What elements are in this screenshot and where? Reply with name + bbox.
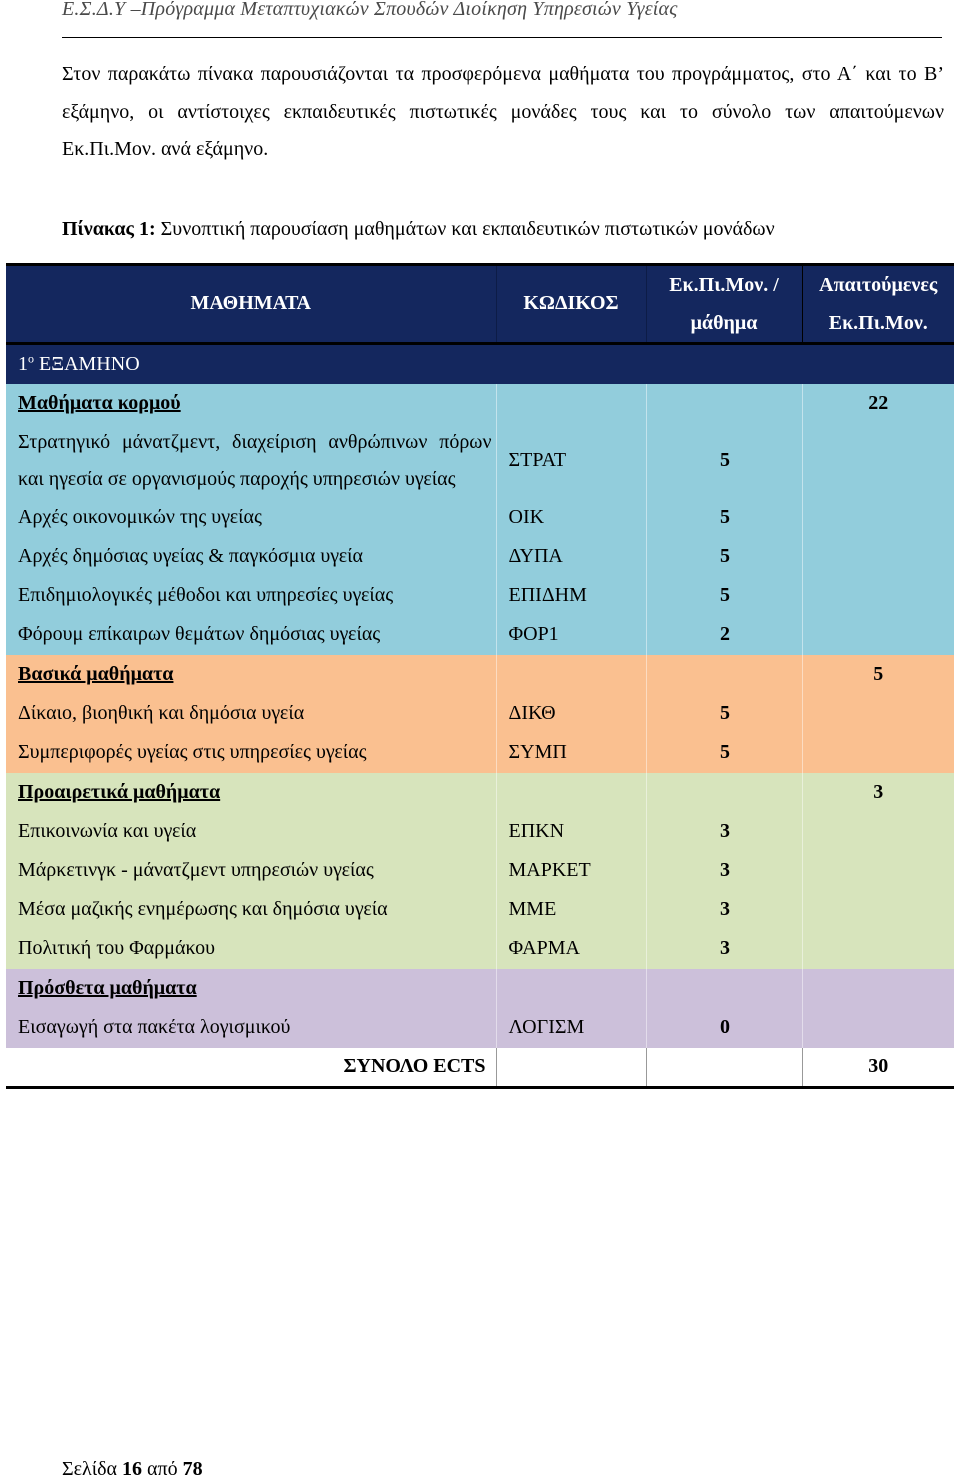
course-ects: 3: [646, 930, 802, 969]
course-code: ΦΑΡΜΑ: [496, 930, 646, 969]
course-ects: 5: [646, 538, 802, 577]
category-code-cell: [496, 773, 646, 813]
category-row-extra: [6, 969, 954, 1009]
total-value: 30: [802, 1048, 954, 1088]
header-required-line2: Εκ.Πι.Μον.: [828, 312, 928, 334]
course-code: ΦΟΡ1: [496, 616, 646, 655]
category-code-cell: [496, 384, 646, 424]
course-name: Αρχές δημόσιας υγείας & παγκόσμια υγεία: [6, 538, 496, 577]
category-ects-cell: [646, 773, 802, 813]
total-label: ΣΥΝΟΛΟ ECTS: [6, 1048, 496, 1088]
course-code: ΣΤΡΑΤ: [496, 424, 646, 499]
semester-cell: [802, 344, 954, 384]
course-required-cell: [802, 891, 954, 930]
course-required-cell: [802, 852, 954, 891]
semester-suffix: ο: [28, 350, 34, 365]
course-row: [6, 1009, 954, 1048]
header-code: ΚΩΔΙΚΟΣ: [496, 265, 646, 344]
course-required-cell: [802, 930, 954, 969]
course-row: [6, 930, 954, 969]
total-row: [6, 1048, 954, 1088]
course-row: [6, 499, 954, 538]
header-rule: [62, 37, 942, 38]
semester-label: [6, 344, 496, 384]
page-footer: [62, 1458, 203, 1481]
footer-page: 16: [122, 1458, 143, 1480]
header-required-line1: Απαιτούμενες: [819, 274, 938, 296]
course-row: [6, 695, 954, 734]
table-header-row: [6, 265, 954, 344]
course-name: Πολιτική του Φαρμάκου: [6, 930, 496, 969]
course-ects: 0: [646, 1009, 802, 1048]
category-row-basic: [6, 655, 954, 695]
course-name: Μέσα μαζικής ενημέρωσης και δημόσια υγεία: [6, 891, 496, 930]
category-ects-cell: [646, 969, 802, 1009]
course-row: [6, 538, 954, 577]
course-name: Εισαγωγή στα πακέτα λογισμικού: [6, 1009, 496, 1048]
course-required-cell: [802, 424, 954, 499]
course-ects: 5: [646, 734, 802, 773]
course-name: Αρχές οικονομικών της υγείας: [6, 499, 496, 538]
course-name: Στρατηγικό μάνατζμεντ, διαχείριση ανθρώπινων πόρων και ηγεσία σε οργανισμούς παροχής υπηρεσιών υγείας: [6, 424, 496, 499]
category-required-ects: 5: [802, 655, 954, 695]
caption-text: Συνοπτική παρουσίαση μαθημάτων και εκπαιδευτικών πιστωτικών μονάδων: [155, 218, 775, 240]
course-ects: 5: [646, 577, 802, 616]
course-row: [6, 577, 954, 616]
course-row: [6, 734, 954, 773]
category-code-cell: [496, 969, 646, 1009]
semester-number: 1: [18, 352, 28, 375]
course-row: [6, 852, 954, 891]
course-row: [6, 424, 954, 499]
course-code: ΟΙΚ: [496, 499, 646, 538]
caption-label: Πίνακας 1:: [62, 218, 156, 240]
semester-text: ΕΞΑΜΗΝΟ: [34, 352, 140, 375]
header-ects-line1: Εκ.Πι.Μον. /: [669, 274, 779, 296]
course-row: [6, 891, 954, 930]
total-empty-cell: [496, 1048, 646, 1088]
semester-cell: [646, 344, 802, 384]
course-name: Μάρκετινγκ - μάνατζμεντ υπηρεσιών υγείας: [6, 852, 496, 891]
course-code: ΔΙΚΘ: [496, 695, 646, 734]
category-row-core: [6, 384, 954, 424]
course-ects: 3: [646, 852, 802, 891]
courses-table-wrapper: [6, 263, 954, 1089]
course-name: Επικοινωνία και υγεία: [6, 813, 496, 852]
semester-cell: [496, 344, 646, 384]
course-code: ΜΑΡΚΕΤ: [496, 852, 646, 891]
total-empty-cell: [646, 1048, 802, 1088]
course-required-cell: [802, 499, 954, 538]
course-ects: 5: [646, 695, 802, 734]
course-ects: 3: [646, 891, 802, 930]
category-title: Πρόσθετα μαθήματα: [6, 969, 496, 1009]
category-row-optional: [6, 773, 954, 813]
course-row: [6, 813, 954, 852]
course-required-cell: [802, 1009, 954, 1048]
course-required-cell: [802, 695, 954, 734]
header-ects-line2: μάθημα: [690, 312, 758, 334]
category-required-ects: 3: [802, 773, 954, 813]
course-required-cell: [802, 734, 954, 773]
course-ects: 5: [646, 424, 802, 499]
page-header: Ε.Σ.Δ.Υ –Πρόγραμμα Μεταπτυχιακών Σπουδών Διοίκηση Υπηρεσιών Υγείας: [62, 0, 678, 20]
course-ects: 5: [646, 499, 802, 538]
category-title: Μαθήματα κορμού: [6, 384, 496, 424]
course-required-cell: [802, 616, 954, 655]
course-name: Επιδημιολογικές μέθοδοι και υπηρεσίες υγείας: [6, 577, 496, 616]
category-ects-cell: [646, 655, 802, 695]
course-ects: 3: [646, 813, 802, 852]
category-required-ects: 22: [802, 384, 954, 424]
courses-table: [6, 263, 954, 1089]
category-title: Προαιρετικά μαθήματα: [6, 773, 496, 813]
course-ects: 2: [646, 616, 802, 655]
category-ects-cell: [646, 384, 802, 424]
header-ects: [646, 265, 802, 344]
category-required-ects: [802, 969, 954, 1009]
course-required-cell: [802, 538, 954, 577]
course-code: ΣΥΜΠ: [496, 734, 646, 773]
course-code: ΕΠΙΔΗΜ: [496, 577, 646, 616]
course-name: Φόρουμ επίκαιρων θεμάτων δημόσιας υγείας: [6, 616, 496, 655]
header-courses: ΜΑΘΗΜΑΤΑ: [6, 265, 496, 344]
footer-prefix: Σελίδα: [62, 1458, 123, 1480]
footer-total: 78: [182, 1458, 203, 1480]
semester-row: [6, 344, 954, 384]
course-code: ΜΜΕ: [496, 891, 646, 930]
course-code: ΛΟΓΙΣΜ: [496, 1009, 646, 1048]
course-required-cell: [802, 813, 954, 852]
course-code: ΔΥΠΑ: [496, 538, 646, 577]
course-required-cell: [802, 577, 954, 616]
intro-paragraph: Στον παρακάτω πίνακα παρουσιάζονται τα προσφερόμενα μαθήματα του προγράμματος, στο Α΄ και το Β’ εξάμηνο, οι αντίστοιχες εκπαιδευτικές πιστωτικές μονάδες τους και το σύνολο των απαιτούμενων Εκ.Πι.Μον. ανά εξάμηνο.: [62, 63, 944, 160]
table-caption: [62, 218, 775, 241]
course-name: Συμπεριφορές υγείας στις υπηρεσίες υγείας: [6, 734, 496, 773]
category-title: Βασικά μαθήματα: [6, 655, 496, 695]
category-code-cell: [496, 655, 646, 695]
course-code: ΕΠΚΝ: [496, 813, 646, 852]
course-name: Δίκαιο, βιοηθική και δημόσια υγεία: [6, 695, 496, 734]
course-row: [6, 616, 954, 655]
header-required: [802, 265, 954, 344]
footer-middle: από: [142, 1458, 183, 1480]
